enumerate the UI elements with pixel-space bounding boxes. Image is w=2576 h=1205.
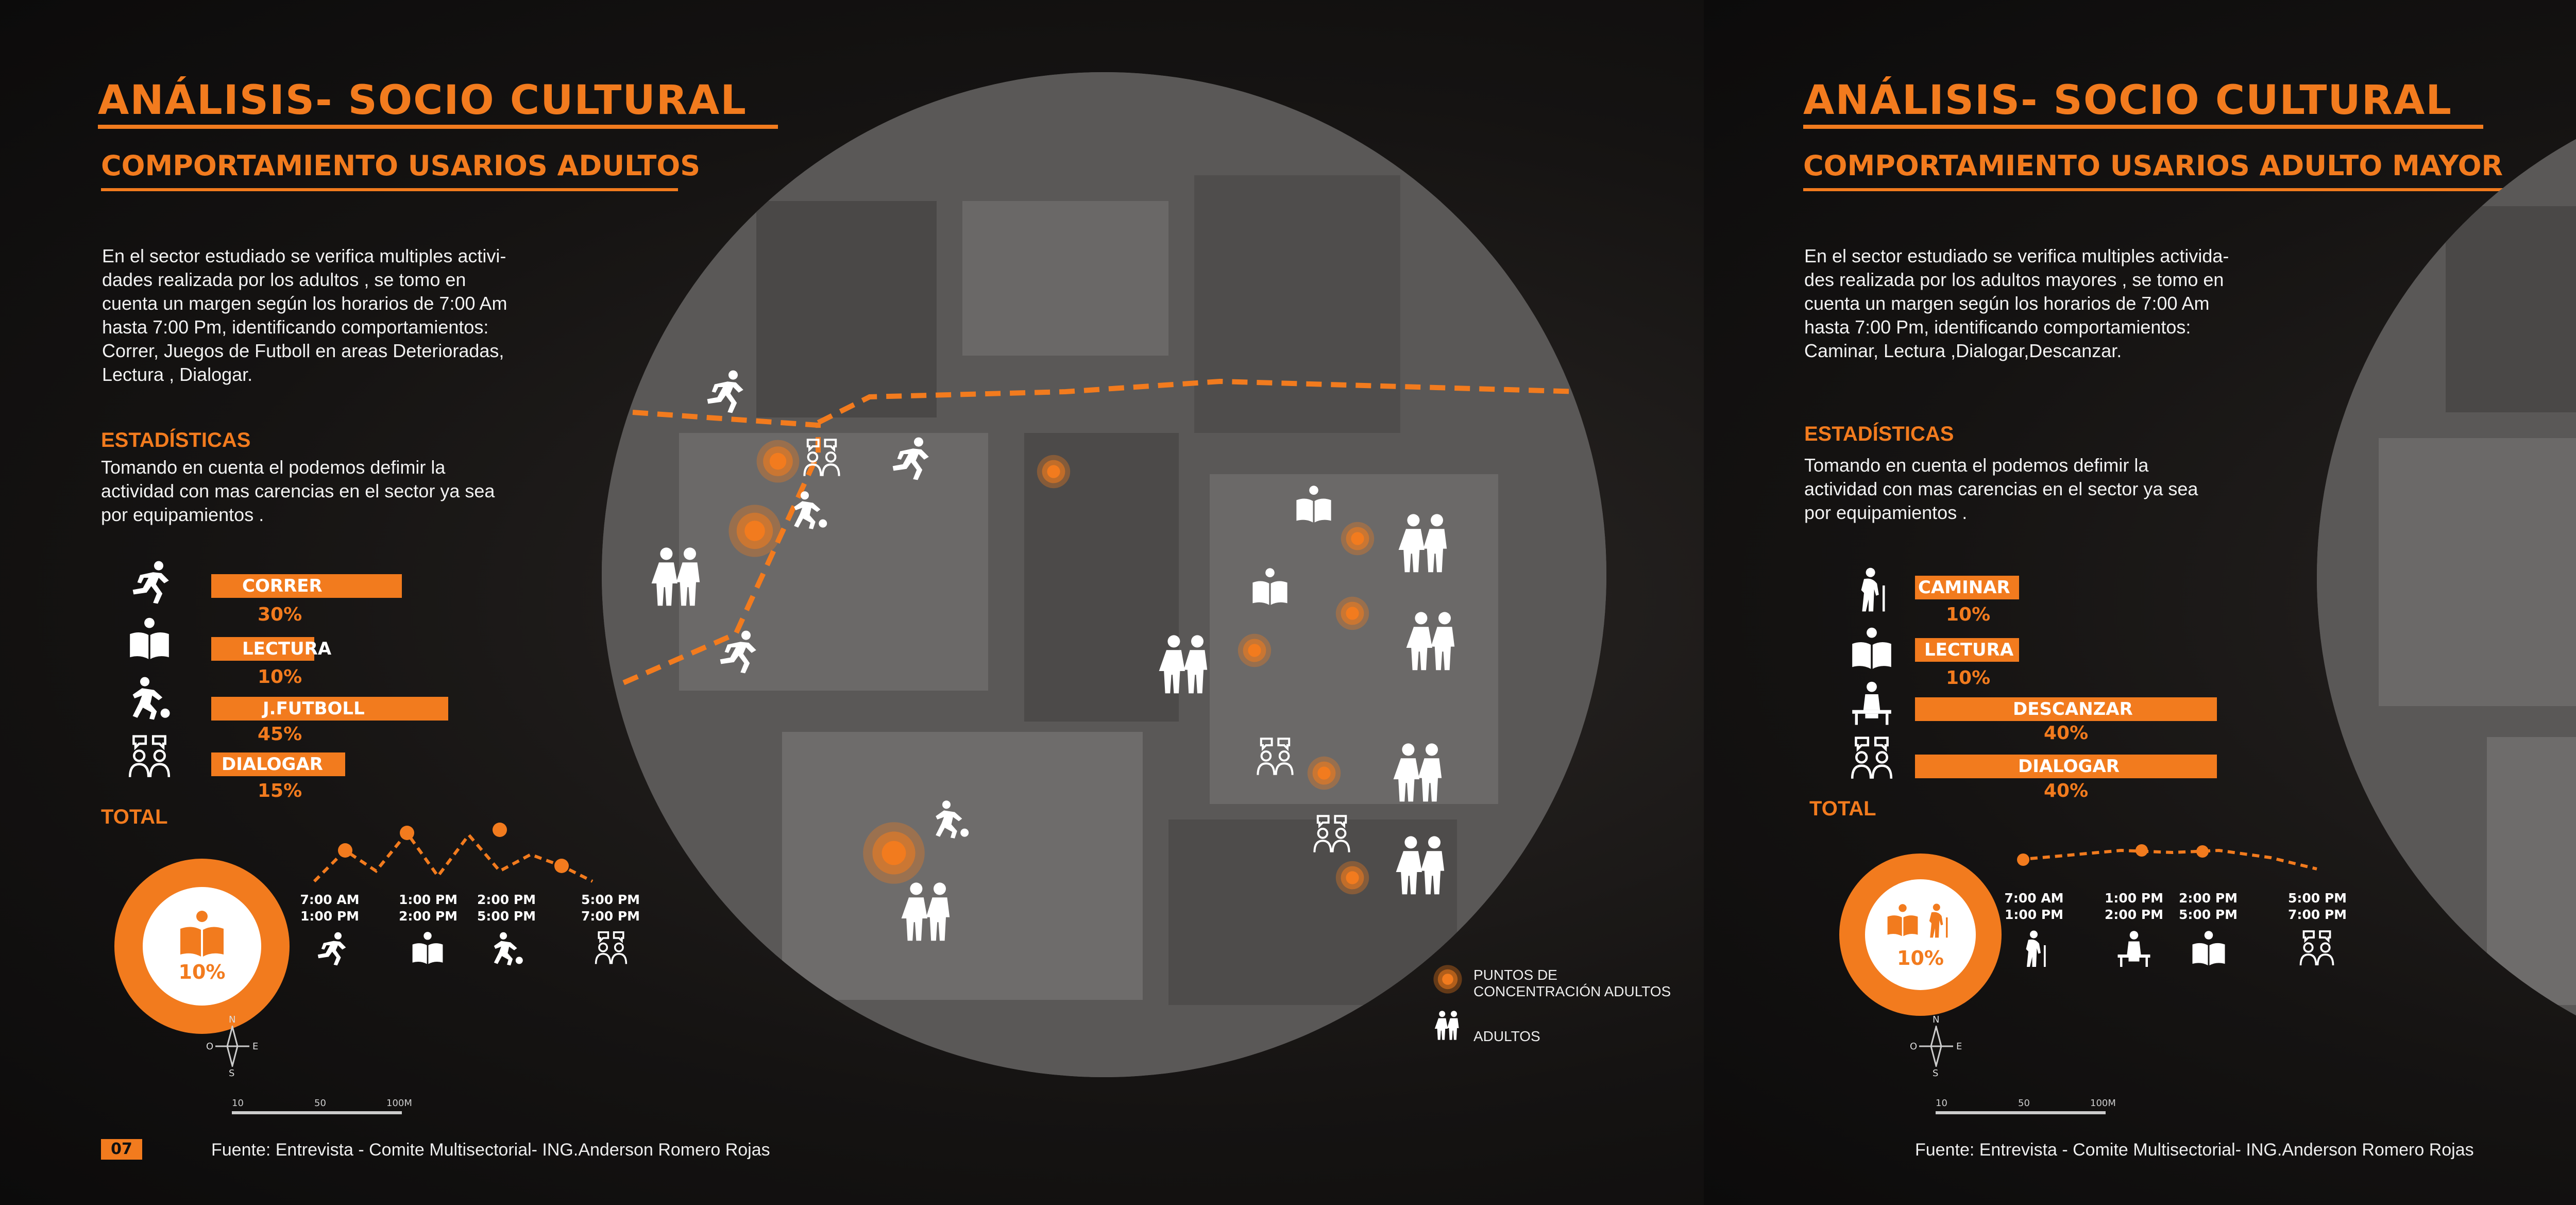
- time-end: 7:00 PM: [581, 909, 640, 924]
- time-end: 1:00 PM: [300, 909, 360, 924]
- schedule-time: [2001, 890, 2067, 923]
- adults-icon: [1394, 508, 1455, 580]
- page-subtitle: COMPORTAMIENTO USARIOS ADULTO MAYOR: [1803, 149, 2503, 182]
- stat-value-descanzar: 40%: [2044, 723, 2089, 744]
- intro-line: En el sector estudiado se verifica multiples activi-: [102, 245, 506, 266]
- total-circle: [1839, 853, 2002, 1016]
- stat-bar-futbol: J.FUTBOLL: [211, 697, 448, 721]
- total-circle: [114, 859, 290, 1034]
- adults-icon: [647, 541, 708, 613]
- schedule-time: [577, 892, 644, 925]
- stat-value-dialogar: 40%: [2044, 780, 2089, 801]
- total-circle-inner: [143, 887, 261, 1006]
- right-page: [1704, 0, 2576, 1205]
- running-person-icon: [124, 559, 175, 606]
- subtitle-underline: [1803, 188, 2504, 191]
- total-value: 10%: [178, 961, 226, 983]
- page-title: ANÁLISIS- SOCIO CULTURAL: [1803, 77, 2452, 124]
- reading-icon: [1247, 567, 1293, 608]
- bench-rest-icon: [2113, 930, 2155, 968]
- intro-line: Caminar, Lectura ,Dialogar,Descanzar.: [1804, 340, 2122, 361]
- scale-label: 10: [232, 1098, 244, 1109]
- reading-icon: [1885, 900, 1957, 947]
- concentration-point-icon: [755, 438, 801, 484]
- football-player-icon: [486, 931, 528, 967]
- dialogue-icon: [124, 734, 175, 781]
- dialogue-icon: [799, 438, 845, 479]
- compass-rose-icon: [1918, 1026, 1954, 1067]
- stat-bar-lectura: LECTURA: [1915, 638, 2019, 662]
- total-label: TOTAL: [101, 806, 168, 828]
- stats-line: actividad con mas carencias en el sector ya sea: [1804, 478, 2198, 499]
- legend-concentration: PUNTOS DE CONCENTRACIÓN ADULTOS: [1473, 967, 1671, 999]
- concentration-point-icon: [1340, 521, 1376, 557]
- adults-icon: [1401, 606, 1463, 678]
- intro-line: dades realizada por los adultos , se tomo en: [102, 269, 466, 290]
- page-subtitle: COMPORTAMIENTO USARIOS ADULTOS: [101, 149, 701, 182]
- legend-adults: ADULTOS: [1473, 1028, 1540, 1044]
- time-start: 7:00 AM: [2004, 891, 2064, 906]
- site-map: [2317, 77, 2576, 1077]
- stat-value-dialogar: 15%: [258, 780, 302, 801]
- concentration-point-icon: [1432, 964, 1463, 995]
- dialogue-icon: [2296, 930, 2337, 968]
- map-drawing: [602, 72, 1606, 1077]
- football-player-icon: [927, 799, 974, 840]
- page-title: ANÁLISIS- SOCIO CULTURAL: [98, 77, 747, 124]
- elderly-walking-icon: [2015, 930, 2057, 968]
- compass-south: S: [1933, 1068, 1939, 1079]
- scale-label: 10: [1936, 1098, 1947, 1109]
- scale-label: 50: [314, 1098, 326, 1109]
- stat-bar-lectura: LECTURA: [211, 637, 314, 661]
- stats-paragraph: [101, 456, 565, 527]
- stat-value-lectura: 10%: [1946, 667, 1991, 689]
- elderly-walking-icon: [1850, 567, 1896, 613]
- stat-value-correr: 30%: [258, 604, 302, 625]
- scale-label: 100M: [386, 1098, 412, 1109]
- source-note: Fuente: Entrevista - Comite Multisectorial- ING.Anderson Romero Rojas: [211, 1140, 770, 1160]
- dialogue-icon: [590, 931, 632, 967]
- adults-icon: [1154, 629, 1216, 701]
- concentration-point-icon: [1236, 632, 1273, 668]
- time-end: 2:00 PM: [398, 909, 458, 924]
- compass-west: O: [206, 1041, 214, 1052]
- intro-line: Correr, Juegos de Futboll en areas Deterioradas,: [102, 340, 504, 361]
- schedule-time: [473, 892, 540, 925]
- site-map: [602, 72, 1606, 1077]
- adults-icon: [1432, 1008, 1463, 1044]
- schedule-time: [395, 892, 462, 925]
- total-circle-inner: [1865, 879, 1976, 990]
- stats-heading: ESTADÍSTICAS: [1804, 423, 1954, 445]
- time-start: 2:00 PM: [477, 892, 536, 907]
- intro-line: hasta 7:00 Pm, identificando comportamientos:: [102, 316, 489, 338]
- intro-line: hasta 7:00 Pm, identificando comportamientos:: [1804, 316, 2191, 338]
- total-label: TOTAL: [1809, 797, 1876, 820]
- schedule-time: [2175, 890, 2242, 923]
- stat-value-futbol: 45%: [258, 724, 302, 745]
- adults-icon: [1391, 830, 1453, 902]
- compass-rose-icon: [214, 1026, 250, 1067]
- source-note: Fuente: Entrevista - Comite Multisectorial- ING.Anderson Romero Rojas: [1915, 1140, 2474, 1160]
- stats-heading: ESTADÍSTICAS: [101, 429, 251, 451]
- time-start: 5:00 PM: [2287, 891, 2347, 906]
- intro-paragraph: [102, 244, 566, 387]
- reading-icon: [2188, 930, 2229, 968]
- schedule-time: [296, 892, 363, 925]
- total-value: 10%: [1897, 946, 1944, 969]
- scale-label: 100M: [2090, 1098, 2116, 1109]
- football-player-icon: [124, 675, 175, 722]
- running-person-icon: [884, 436, 935, 482]
- time-end: 5:00 PM: [2178, 907, 2238, 922]
- intro-line: des realizada por los adultos mayores , se tomo en: [1804, 269, 2224, 290]
- compass-south: S: [229, 1068, 235, 1079]
- stats-line: actividad con mas carencias en el sector ya sea: [101, 480, 495, 501]
- concentration-point-icon: [1036, 454, 1072, 490]
- bench-rest-icon: [1846, 680, 1897, 727]
- stats-line: por equipamientos .: [1804, 502, 1968, 523]
- adults-icon: [896, 876, 958, 948]
- stats-line: Tomando en cuenta el podemos defimir la: [1804, 455, 2149, 476]
- concentration-point-icon: [1334, 860, 1370, 896]
- schedule-time: [2100, 890, 2167, 923]
- time-end: 7:00 PM: [2287, 907, 2347, 922]
- time-start: 7:00 AM: [300, 892, 360, 907]
- reading-icon: [1291, 484, 1337, 526]
- stat-value-caminar: 10%: [1946, 604, 1991, 625]
- intro-paragraph: [1804, 244, 2278, 363]
- time-end: 2:00 PM: [2104, 907, 2164, 922]
- intro-line: En el sector estudiado se verifica multiples activida-: [1804, 245, 2229, 266]
- scale-line: [232, 1111, 402, 1114]
- dialogue-icon: [1252, 737, 1298, 778]
- reading-icon: [124, 616, 175, 663]
- time-start: 1:00 PM: [398, 892, 458, 907]
- reading-icon: [407, 931, 448, 967]
- compass-west: O: [1910, 1041, 1918, 1052]
- intro-line: cuenta un margen según los horarios de 7:00 Am: [102, 293, 507, 314]
- adults-icon: [1388, 737, 1450, 809]
- running-person-icon: [711, 629, 762, 675]
- schedule-curve: [289, 814, 629, 897]
- reading-icon: [174, 909, 230, 961]
- running-person-icon: [310, 931, 351, 967]
- time-end: 5:00 PM: [477, 909, 536, 924]
- time-start: 5:00 PM: [581, 892, 640, 907]
- compass-north: N: [1933, 1014, 1940, 1025]
- concentration-point-icon: [1306, 755, 1342, 791]
- stat-bar-caminar: CAMINAR: [1915, 576, 2019, 599]
- time-start: 2:00 PM: [2178, 891, 2238, 906]
- dialogue-icon: [1846, 736, 1897, 782]
- time-start: 1:00 PM: [2104, 891, 2164, 906]
- title-underline: [98, 125, 778, 129]
- compass: [1910, 1014, 1961, 1081]
- schedule-curve: [2003, 835, 2332, 876]
- schedule-time: [2284, 890, 2351, 923]
- reading-icon: [1846, 626, 1897, 673]
- running-person-icon: [698, 369, 750, 415]
- intro-line: Lectura , Dialogar.: [102, 364, 253, 385]
- stats-paragraph: [1804, 454, 2268, 525]
- scale-bar: [1936, 1098, 2116, 1118]
- compass-east: E: [252, 1041, 259, 1052]
- title-underline: [1803, 125, 2483, 129]
- stat-bar-correr: CORRER: [211, 574, 402, 598]
- football-player-icon: [786, 490, 832, 531]
- stat-bar-descanzar: DESCANZAR: [1915, 697, 2217, 721]
- scale-label: 50: [2018, 1098, 2030, 1109]
- intro-line: cuenta un margen según los horarios de 7:00 Am: [1804, 293, 2210, 314]
- map-drawing: [2317, 77, 2576, 1077]
- compass: [206, 1014, 258, 1081]
- compass-north: N: [229, 1014, 236, 1025]
- page-number: 07: [101, 1139, 142, 1160]
- concentration-point-icon: [726, 503, 783, 559]
- scale-line: [1936, 1111, 2106, 1114]
- stat-bar-dialogar: DIALOGAR: [1915, 755, 2217, 778]
- compass-east: E: [1956, 1041, 1962, 1052]
- stats-line: Tomando en cuenta el podemos defimir la: [101, 457, 446, 478]
- stat-value-lectura: 10%: [258, 666, 302, 688]
- dialogue-icon: [1309, 814, 1355, 856]
- time-end: 1:00 PM: [2004, 907, 2064, 922]
- stats-line: por equipamientos .: [101, 504, 264, 525]
- subtitle-underline: [101, 188, 678, 191]
- concentration-point-icon: [1334, 595, 1370, 631]
- stat-bar-dialogar: DIALOGAR: [211, 752, 345, 776]
- scale-bar: [232, 1098, 412, 1118]
